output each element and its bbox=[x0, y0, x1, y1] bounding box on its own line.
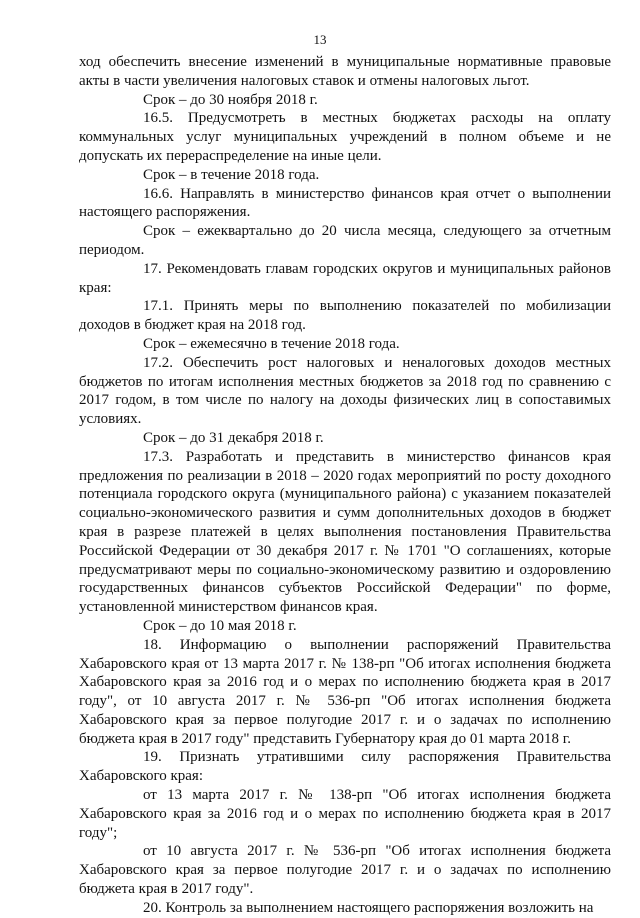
paragraph: ход обеспечить внесение изменений в муниципальные нормативные правовые акты в части увеличения налоговых ставок и отмены налоговых льгот. bbox=[79, 54, 611, 89]
paragraph: 18. Информацию о выполнении распоряжений Правительства Хабаровского края от 13 марта 2017 г. № 138-рп "Об итогах исполнения бюджета Хабаровского края за 2016 год и о мерах по исполнению бюджета края в 2017 году", от 10 августа 2017 г. № 536-рп "Об итогах исполнения бюджета Хабаровского края за первое полугодие 2017 г. и о задачах по исполнению бюджета края в 2017 году" представить Губернатору края до 01 марта 2018 г. bbox=[79, 636, 611, 747]
deadline-paragraph: Срок – ежемесячно в течение 2018 года. bbox=[143, 335, 400, 352]
paragraph: 17. Рекомендовать главам городских округов и муниципальных районов края: bbox=[79, 260, 611, 296]
paragraph: 19. Признать утратившими силу распоряжения Правительства Хабаровского края: bbox=[79, 749, 611, 785]
document-body bbox=[79, 53, 611, 918]
deadline-paragraph: Срок – до 30 ноября 2018 г. bbox=[143, 91, 318, 108]
list-item: от 13 марта 2017 г. № 138-рп "Об итогах исполнения бюджета Хабаровского края за 2016 год и о мерах по исполнению бюджета края в 2017 году"; bbox=[79, 787, 611, 841]
paragraph: 20. Контроль за выполнением настоящего распоряжения возложить на bbox=[143, 899, 594, 916]
paragraph: 17.3. Разработать и представить в министерство финансов края предложения по реализации в 2018 – 2020 годах мероприятий по росту доходного потенциала городского округа (муниципального района) с указанием показателей социально-экономического развития и сумм дополнительных доходов в бюджет края в разрезе платежей в целях выполнения постановления Правительства Российской Федерации от 30 декабря 2017 г. № 1701 "О соглашениях, которые предусматривают меры по социально-экономическому развитию и оздоровлению государственных финансов субъектов Российской Федерации" по форме, установленной министерством финансов края. bbox=[79, 448, 611, 616]
paragraph: 16.5. Предусмотреть в местных бюджетах расходы на оплату коммунальных услуг муниципальных учреждений в полном объеме и не допускать их перераспределение на иные цели. bbox=[79, 110, 611, 164]
deadline-paragraph: Срок – до 31 декабря 2018 г. bbox=[143, 429, 324, 446]
list-item: от 10 августа 2017 г. № 536-рп "Об итогах исполнения бюджета Хабаровского края за первое полугодие 2017 г. и о задачах по исполнению бюджета края в 2017 году". bbox=[79, 843, 611, 898]
paragraph: 16.6. Направлять в министерство финансов края отчет о выполнении настоящего распоряжения. bbox=[79, 185, 611, 221]
page-number: 13 bbox=[313, 32, 327, 47]
deadline-paragraph: Срок – до 10 мая 2018 г. bbox=[143, 617, 297, 634]
deadline-paragraph: Срок – ежеквартально до 20 числа месяца, следующего за отчетным периодом. bbox=[79, 223, 611, 258]
paragraph: 17.2. Обеспечить рост налоговых и неналоговых доходов местных бюджетов по итогам исполнения местных бюджетов за 2018 год по сравнению с 2017 годом, в том числе по налогу на доходы физических лиц в сопоставимых условиях. bbox=[79, 354, 611, 428]
deadline-paragraph: Срок – в течение 2018 года. bbox=[143, 166, 320, 183]
paragraph: 17.1. Принять меры по выполнению показателей по мобилизации доходов в бюджет края на 2018 год. bbox=[79, 298, 611, 334]
